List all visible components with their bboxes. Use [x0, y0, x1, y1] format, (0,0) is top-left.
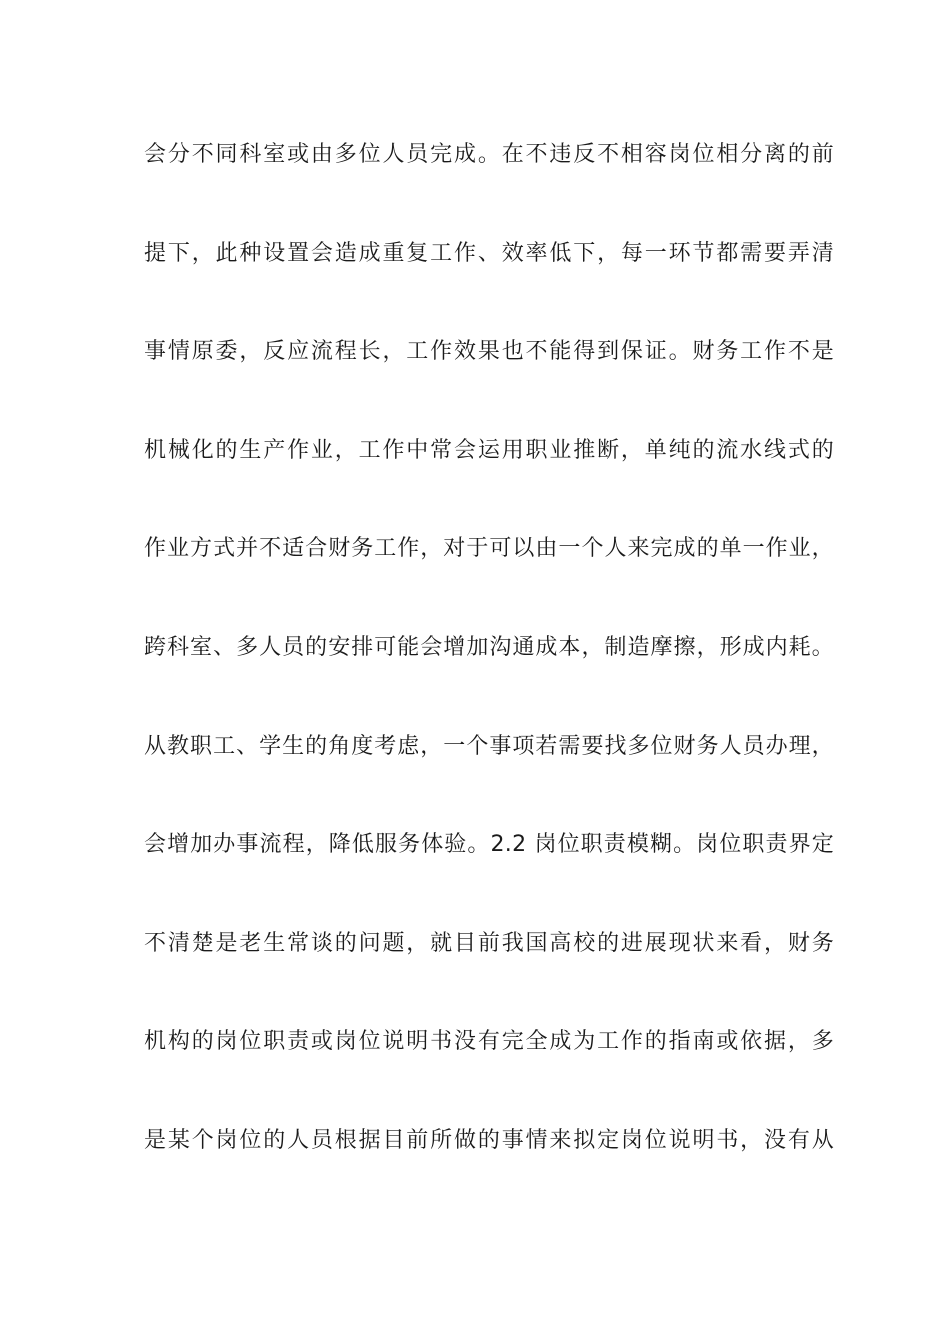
- text-line: 不清楚是老生常谈的问题，就目前我国高校的进展现状来看，财务: [144, 930, 834, 956]
- text-line: 提下，此种设置会造成重复工作、效率低下，每一环节都需要弄清: [144, 240, 834, 266]
- text-line: 跨科室、多人员的安排可能会增加沟通成本，制造摩擦，形成内耗。: [144, 634, 834, 660]
- text-line: 事情原委，反应流程长，工作效果也不能得到保证。财务工作不是: [144, 339, 834, 365]
- text-line: 作业方式并不适合财务工作，对于可以由一个人来完成的单一作业，: [144, 536, 834, 562]
- text-line: 会增加办事流程，降低服务体验。2.2 岗位职责模糊。岗位职责界定: [144, 832, 834, 858]
- text-line: 机构的岗位职责或岗位说明书没有完全成为工作的指南或依据，多: [144, 1029, 834, 1055]
- text-line: 会分不同科室或由多位人员完成。在不违反不相容岗位相分离的前: [144, 142, 834, 167]
- body-text: [144, 130, 834, 1215]
- text-line: 从教职工、学生的角度考虑，一个事项若需要找多位财务人员办理，: [144, 733, 834, 759]
- text-line: 机械化的生产作业，工作中常会运用职业推断，单纯的流水线式的: [144, 437, 834, 463]
- text-line: 是某个岗位的人员根据目前所做的事情来拟定岗位说明书，没有从: [144, 1127, 834, 1153]
